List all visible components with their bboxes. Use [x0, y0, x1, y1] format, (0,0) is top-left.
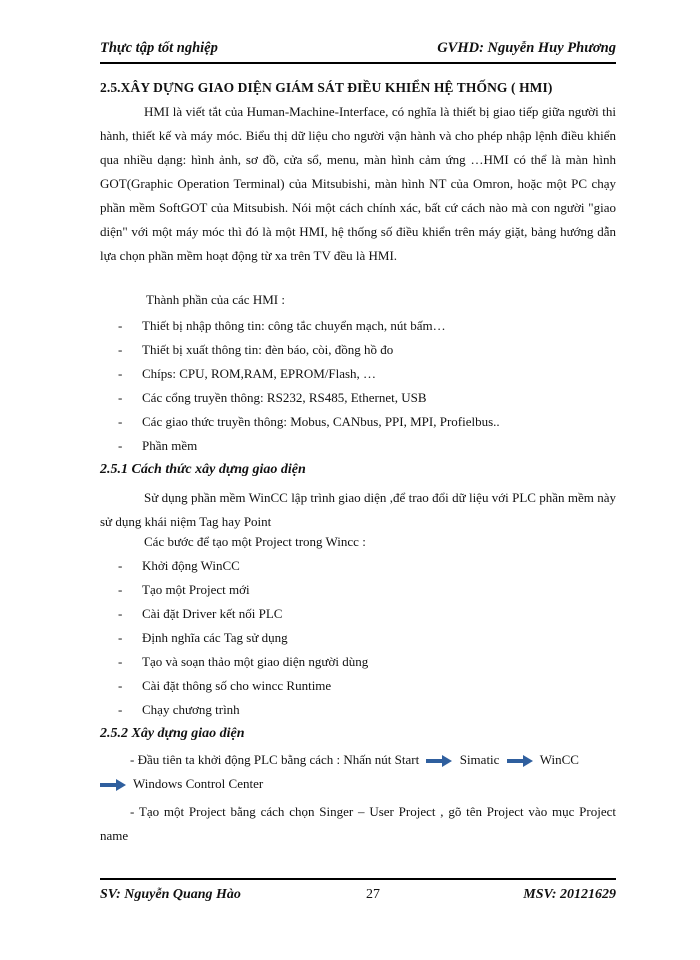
intro-paragraph: HMI là viết tắt của Human-Machine-Interface, có nghĩa là thiết bị giao tiếp giữa người thi hành, thiết kế và máy móc. Biểu thị dữ liệu cho người vận hành và cho phép nhập lệnh điều khiển qua nhiều dạng: hình ảnh, sơ đồ, cửa sổ, menu, màn hình cảm ứng …HMI có thể là màn hình GOT(Graphic Operation Terminal) của Mitsubishi, màn hình NT của Omron, hoặc một PC chạy phần mềm SoftGOT của Mitsubish. Nói một cách chính xác, bất cứ cách nào mà con người "giao diện" với một máy móc thì đó là một HMI, hệ thống số điều khiển trên máy giặt, bảng hướng dẫn lựa chọn phần mềm hoạt động từ xa trên TV đều là HMI.	[100, 104, 616, 263]
arrow-right-icon	[507, 755, 533, 767]
page-footer	[100, 878, 616, 910]
footer-student: SV: Nguyễn Quang Hào	[100, 887, 241, 902]
arrow-right-icon	[100, 779, 126, 791]
list-item: - Chạy chương trình	[118, 702, 240, 717]
footer-student-id: MSV: 20121629	[523, 887, 616, 902]
list-item: - Định nghĩa các Tag sử dụng	[118, 630, 288, 645]
list-item: - Cài đặt thông số cho wincc Runtime	[118, 678, 332, 693]
list-item: - Phần mềm	[118, 438, 198, 453]
header-left: Thực tập tốt nghiệp	[100, 40, 218, 56]
path-simatic: Simatic	[459, 752, 500, 767]
list-item: - Chíps: CPU, ROM,RAM, EPROM/Flash, …	[118, 366, 377, 381]
components-label: Thành phần của các HMI :	[146, 292, 285, 307]
subsection-1-paragraph: Sử dụng phần mềm WinCC lập trình giao diện ,để trao đổi dữ liệu với PLC phần mềm này sử dụng khái niệm Tag hay Point	[100, 490, 616, 529]
path-windows-control-center: Windows Control Center	[133, 776, 264, 791]
steps-label: Các bước để tạo một Project trong Wincc :	[144, 534, 366, 549]
step1-line	[130, 752, 579, 768]
page-header	[100, 36, 616, 64]
list-item: - Cài đặt Driver kết nối PLC	[118, 606, 283, 621]
step1-line-cont	[100, 776, 263, 792]
list-item: - Tạo và soạn thảo một giao diện người dùng	[118, 654, 369, 669]
list-item: - Thiết bị nhập thông tin: công tắc chuyển mạch, nút bấm…	[118, 318, 446, 333]
step2-paragraph: - Tạo một Project bằng cách chọn Singer – User Project , gõ tên Project vào mục Project name	[100, 804, 616, 843]
path-wincc: WinCC	[539, 752, 579, 767]
list-item: - Khởi động WinCC	[118, 558, 240, 573]
list-item: - Các giao thức truyền thông: Mobus, CANbus, PPI, MPI, Profielbus..	[118, 414, 500, 429]
page-number: 27	[366, 887, 380, 902]
list-item: - Thiết bị xuất thông tin: đèn báo, còi, đồng hồ đo	[118, 342, 394, 357]
step1-prefix: - Đầu tiên ta khởi động PLC bằng cách : Nhấn nút Start	[130, 752, 420, 767]
subsection-1-title: 2.5.1 Cách thức xây dựng giao diện	[100, 462, 306, 477]
list-item: - Tạo một Project mới	[118, 582, 250, 597]
section-title: 2.5.XÂY DỰNG GIAO DIỆN GIÁM SÁT ĐIỀU KHIỂN HỆ THỐNG ( HMI)	[100, 80, 553, 95]
header-right: GVHD: Nguyễn Huy Phương	[437, 40, 616, 56]
subsection-2-title: 2.5.2 Xây dựng giao diện	[100, 726, 245, 741]
list-item: - Các cổng truyền thông: RS232, RS485, Ethernet, USB	[118, 390, 427, 405]
arrow-right-icon	[426, 755, 452, 767]
